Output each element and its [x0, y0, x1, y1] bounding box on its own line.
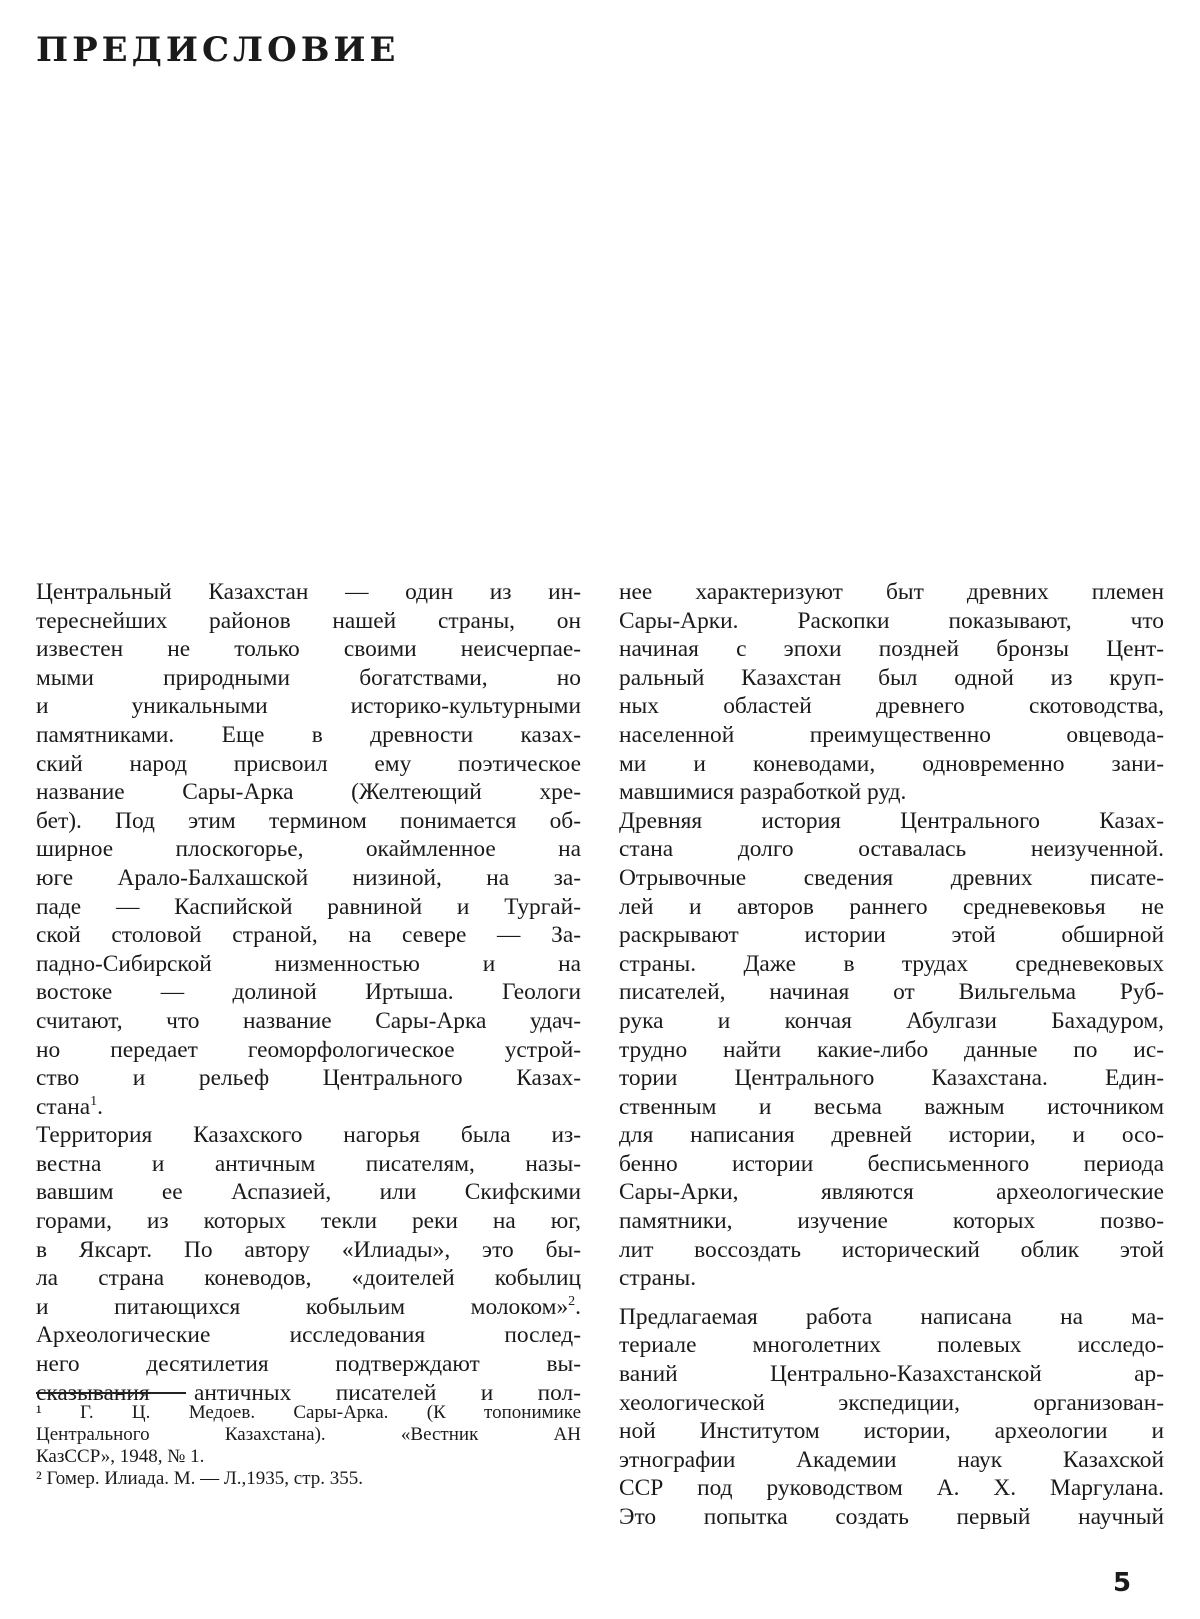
- text-line: падно-Сибирской низменностью и на: [36, 950, 581, 977]
- text-line: страны. Даже в трудах средневековых: [619, 950, 1164, 977]
- text-line: паде — Каспийской равниной и Тургай-: [36, 893, 581, 920]
- left-text-column: [36, 578, 581, 1407]
- text-line: лей и авторов раннего средневековья не: [619, 893, 1164, 920]
- text-line: Отрывочные сведения древних писате-: [619, 864, 1164, 891]
- text-line: мавшимися разработкой руд.: [619, 779, 907, 806]
- text-line: горами, из которых текли реки на юг,: [36, 1208, 581, 1235]
- text-line: название Сары-Арка (Желтеющий хре-: [36, 779, 581, 806]
- text-line: вавшим ее Аспазией, или Скифскими: [36, 1179, 581, 1206]
- text-line: трудно найти какие-либо данные по ис-: [619, 1036, 1164, 1063]
- text-line: но передает геоморфологическое устрой-: [36, 1036, 581, 1063]
- text-line: ственным и весьма важным источником: [619, 1093, 1164, 1120]
- footnote-ref: 2: [568, 1294, 576, 1310]
- text-line: Сары-Арки, являются археологические: [619, 1179, 1164, 1206]
- text-line: писателей, начиная от Вильгельма Руб-: [619, 979, 1164, 1006]
- text-line: ной Институтом истории, археологии и: [619, 1418, 1164, 1445]
- text-line: бенно истории бесписьменного периода: [619, 1150, 1164, 1177]
- footnote-line: ¹ Г. Ц. Медоев. Сары-Арка. (К топонимике: [36, 1402, 581, 1423]
- text-line: вестна и античным писателям, назы-: [36, 1150, 581, 1177]
- text-line: памятниками. Еще в древности казах-: [36, 721, 581, 748]
- text-line: рука и кончая Абулгази Бахадуром,: [619, 1007, 1164, 1034]
- text-line: тории Центрального Казахстана. Един-: [619, 1065, 1164, 1092]
- text-line: раскрывают истории этой обширной: [619, 922, 1164, 949]
- text-line: ми и коневодами, одновременно зани-: [619, 750, 1164, 777]
- text-line: стана$^1$.: [36, 1093, 104, 1120]
- text-line: нее характеризуют быт древних племен: [619, 579, 1164, 605]
- footnote-line: Центрального Казахстана). «Вестник АН: [36, 1424, 581, 1445]
- paragraph-gap: [619, 1293, 1164, 1303]
- text-line: Центральный Казахстан — один из ин-: [36, 579, 581, 605]
- text-line: сказывания античных писателей и пол-: [36, 1379, 581, 1406]
- text-line: Сары-Арки. Раскопки показывают, что: [619, 607, 1164, 634]
- text-line: ССР под руководством А. Х. Маргулана.: [619, 1475, 1164, 1502]
- text-line: населенной преимущественно овцевода-: [619, 721, 1164, 748]
- text-line: ных областей древнего скотоводства,: [619, 693, 1164, 720]
- text-line: ский народ присвоил ему поэтическое: [36, 750, 581, 777]
- text-line: востоке — долиной Иртыша. Геологи: [36, 979, 581, 1006]
- text-line: Это попытка создать первый научный: [619, 1504, 1164, 1530]
- footnote-divider: [36, 1392, 186, 1394]
- text-line: Предлагаемая работа написана на ма-: [619, 1303, 1164, 1330]
- text-line: хеологической экспедиции, организован-: [619, 1389, 1164, 1416]
- text-line: юге Арало-Балхашской низиной, на за-: [36, 864, 581, 891]
- text-line: ла страна коневодов, «доителей кобылиц: [36, 1265, 581, 1292]
- footnote-line: ² Гомер. Илиада. М. — Л.,1935, стр. 355.: [36, 1468, 364, 1489]
- footnote-line: КазССР», 1948, № 1.: [36, 1446, 205, 1467]
- text-line: и уникальными историко-культурными: [36, 693, 581, 720]
- text-line: ваний Центрально-Казахстанской ар-: [619, 1361, 1164, 1388]
- text-line: мыми природными богатствами, но: [36, 664, 581, 691]
- text-line: страны.: [619, 1265, 697, 1292]
- text-line: лит воссоздать исторический облик этой: [619, 1236, 1164, 1263]
- text-line: Территория Казахского нагорья была из-: [36, 1122, 581, 1149]
- text-line: в Яксарт. По автору «Илиады», это бы-: [36, 1236, 581, 1263]
- text-line: ширное плоскогорье, окаймленное на: [36, 836, 581, 863]
- text-line: териале многолетних полевых исследо-: [619, 1332, 1164, 1359]
- page-heading: ПРЕДИСЛОВИЕ: [36, 30, 400, 70]
- text-fragment: стана: [36, 1093, 91, 1120]
- text-line: считают, что название Сары-Арка удач-: [36, 1007, 581, 1034]
- text-line: Древняя история Центрального Казах-: [619, 807, 1164, 834]
- footnote-ref: 1: [90, 1093, 98, 1109]
- footnotes: [36, 1402, 581, 1490]
- text-line: Археологические исследования послед-: [36, 1322, 581, 1349]
- text-line: этнографии Академии наук Казахской: [619, 1446, 1164, 1473]
- text-fragment: и питающихся кобыльим молоком»: [36, 1293, 569, 1320]
- right-text-column: [619, 578, 1164, 1532]
- text-line: ской столовой страной, на севере — За-: [36, 922, 581, 949]
- text-line: для написания древней истории, и осо-: [619, 1122, 1164, 1149]
- text-line: памятники, изучение которых позво-: [619, 1208, 1164, 1235]
- text-line: стана долго оставалась неизученной.: [619, 836, 1164, 863]
- text-line: ральный Казахстан был одной из круп-: [619, 664, 1164, 691]
- text-line: и питающихся кобыльим молоком»$^2$.: [36, 1293, 581, 1320]
- text-line: тереснейших районов нашей страны, он: [36, 607, 581, 634]
- text-line: ство и рельеф Центрального Казах-: [36, 1065, 581, 1092]
- text-line: известен не только своими неисчерпае-: [36, 636, 581, 663]
- text-line: него десятилетия подтверждают вы-: [36, 1351, 581, 1378]
- text-line: начиная с эпохи поздней бронзы Цент-: [619, 636, 1164, 663]
- text-line: бет). Под этим термином понимается об-: [36, 807, 581, 834]
- page-number: 5: [1113, 1568, 1132, 1598]
